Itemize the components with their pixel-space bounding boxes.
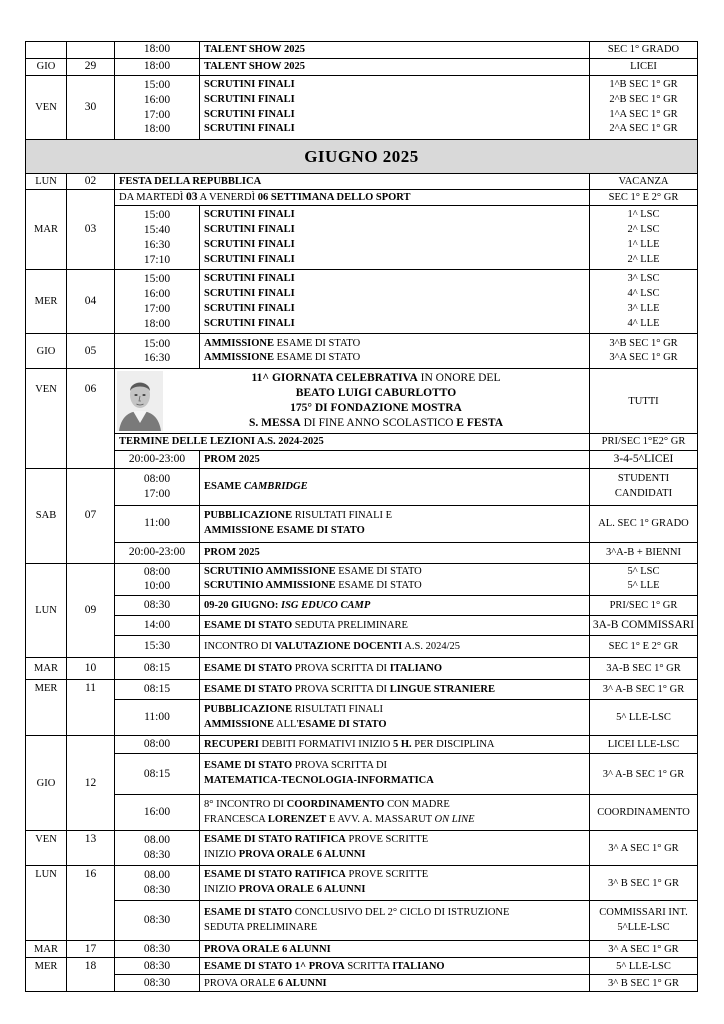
audience-cell: SEC 1° E 2° GR — [590, 190, 698, 206]
table-row — [26, 941, 698, 958]
date-cell: 17 — [67, 941, 115, 958]
table-row — [26, 975, 698, 992]
event-text: ESAME DI STATO — [298, 718, 387, 730]
event-text: ESAME DI STATO — [204, 906, 293, 918]
event-cell — [200, 680, 590, 700]
event-cell — [115, 174, 590, 190]
event-text: ISG EDUCO CAMP — [281, 600, 371, 612]
table-row — [26, 616, 698, 636]
event-text: ESAME — [204, 481, 244, 492]
portrait-image — [117, 371, 163, 431]
table-row — [26, 542, 698, 563]
event-cell — [200, 941, 590, 958]
time-cell: 18:00 — [115, 59, 200, 76]
event-text: SCRUTINI FINALI — [204, 302, 295, 314]
event-cell — [200, 563, 590, 596]
time-text: 15:40 — [143, 224, 171, 237]
event-text: ON LINE — [434, 813, 475, 825]
event-cell — [200, 76, 590, 140]
event-cell — [200, 700, 590, 736]
audience-cell: COORDINAMENTO — [590, 795, 698, 831]
audience-text: 1^ LLE — [627, 238, 660, 250]
audience-text: 3^B SEC 1° GR — [609, 337, 678, 349]
time-cell: 08:30 — [115, 901, 200, 941]
event-text: COORDINAMENTO — [286, 798, 385, 810]
audience-cell: 3^ A-B SEC 1° GR — [590, 754, 698, 795]
event-cell — [200, 596, 590, 616]
audience-cell: TUTTI — [590, 369, 698, 434]
event-text: 175° DI FONDAZIONE — [290, 402, 412, 415]
time-text: 08.00 — [144, 834, 170, 847]
day-cell: LUN — [26, 563, 67, 658]
audience-cell: 3A-B SEC 1° GR — [590, 658, 698, 680]
event-text: SCRUTINIO AMMISSIONE — [204, 580, 336, 592]
time-cell: 08:15 — [115, 754, 200, 795]
event-text: RECUPERI — [204, 739, 259, 751]
audience-cell: 3-4-5^LICEI — [590, 450, 698, 468]
time-cell — [115, 866, 200, 901]
event-text: ALL' — [274, 718, 299, 730]
time-cell — [115, 468, 200, 505]
time-cell — [115, 206, 200, 270]
event-text: PROVA ORALE 6 ALUNNI — [238, 884, 366, 896]
time-cell — [115, 563, 200, 596]
time-cell: 08:30 — [115, 941, 200, 958]
month-header: GIUGNO 2025 — [26, 140, 698, 174]
day-cell: LUN — [26, 866, 67, 941]
table-row — [26, 866, 698, 901]
event-cell — [200, 636, 590, 658]
time-text: 16:30 — [143, 238, 171, 251]
table-row — [26, 468, 698, 505]
day-cell: MAR — [26, 658, 67, 680]
event-text: LINGUE STRANIERE — [389, 684, 496, 696]
event-text: 6 ALUNNI — [277, 977, 327, 989]
event-text: ITALIANO — [392, 960, 445, 972]
time-cell: 20:00-23:00 — [115, 542, 200, 563]
event-text: MOSTRA — [411, 402, 462, 415]
event-text: CONCLUSIVO DEL 2° CICLO DI ISTRUZIONE — [292, 906, 510, 918]
event-text: PER DISCIPLINA — [411, 739, 495, 751]
event-cell — [200, 334, 590, 369]
audience-cell: SEC 1° GRADO — [590, 42, 698, 59]
event-cell — [200, 505, 590, 542]
day-cell: GIO — [26, 59, 67, 76]
event-cell — [200, 866, 590, 901]
time-text: 18:00 — [143, 123, 171, 136]
event-cell — [200, 42, 590, 59]
month-header-row — [26, 140, 698, 174]
audience-cell: 3^ A-B SEC 1° GR — [590, 680, 698, 700]
event-text: ESAME DI STATO — [204, 760, 293, 772]
day-cell: MAR — [26, 941, 67, 958]
day-cell — [26, 42, 67, 59]
event-cell — [200, 901, 590, 941]
day-cell: VEN — [26, 369, 67, 468]
time-text: 08.00 — [144, 869, 170, 882]
celebration-cell — [115, 369, 590, 434]
event-text: PROVA SCRITTA DI — [292, 663, 390, 675]
event-text: SCRUTINI FINALI — [204, 253, 295, 265]
audience-text: 3^ LLE — [627, 302, 660, 314]
day-cell: MAR — [26, 190, 67, 270]
audience-cell: 5^ LLE-LSC — [590, 958, 698, 975]
event-text: ESAME DI STATO — [204, 620, 293, 632]
audience-cell — [590, 270, 698, 334]
audience-text: 3^A SEC 1° GR — [609, 352, 678, 364]
event-text: AMMISSIONE — [204, 337, 275, 349]
table-row — [26, 700, 698, 736]
table-row — [26, 206, 698, 270]
event-text: A.S. 2024/25 — [402, 641, 461, 653]
time-cell — [115, 76, 200, 140]
time-text: 17:00 — [143, 302, 171, 315]
event-text: AMMISSIONE ESAME DI STATO — [204, 524, 365, 536]
audience-text: 4^ LLE — [627, 317, 660, 329]
event-text: SCRUTINI FINALI — [204, 209, 295, 221]
audience-cell: 3^A-B + BIENNI — [590, 542, 698, 563]
audience-cell: 3A-B COMMISSARI — [590, 616, 698, 636]
event-text: AMMISSIONE — [204, 352, 275, 364]
time-cell: 08:30 — [115, 975, 200, 992]
event-text: SEDUTA PRELIMINARE — [204, 921, 318, 933]
date-cell: 16 — [67, 866, 115, 941]
event-text: SCRUTINI FINALI — [204, 93, 295, 105]
time-text: 15:00 — [143, 209, 171, 222]
day-cell: GIO — [26, 334, 67, 369]
event-text: SCRITTA — [344, 960, 393, 972]
audience-cell: SEC 1° E 2° GR — [590, 636, 698, 658]
event-text: 09-20 GIUGNO: — [204, 600, 281, 612]
event-cell — [200, 270, 590, 334]
audience-text: 1^A SEC 1° GR — [609, 108, 678, 120]
time-cell: 08:00 — [115, 736, 200, 754]
audience-text: 2^B SEC 1° GR — [609, 93, 678, 105]
table-row — [26, 658, 698, 680]
audience-text: 2^ LSC — [627, 224, 660, 236]
time-text: 16:00 — [143, 93, 171, 106]
table-row — [26, 754, 698, 795]
date-cell: 05 — [67, 334, 115, 369]
table-row — [26, 190, 698, 206]
event-text: TALENT SHOW 2025 — [204, 61, 305, 73]
event-text: SCRUTINI FINALI — [204, 78, 295, 90]
event-text: 03 — [186, 191, 198, 204]
event-cell — [200, 59, 590, 76]
event-text: ESAME DI STATO — [274, 352, 361, 364]
event-text: PROVA ORALE 6 ALUNNI — [204, 943, 331, 955]
date-cell: 29 — [67, 59, 115, 76]
table-row — [26, 505, 698, 542]
event-text: 06 SETTIMANA DELLO SPORT — [257, 192, 411, 204]
event-cell — [200, 975, 590, 992]
audience-text: 1^ LSC — [627, 209, 660, 221]
event-text: SCRUTINI FINALI — [204, 317, 295, 329]
event-text: TALENT SHOW 2025 — [204, 44, 305, 56]
event-text: PROVA ORALE — [204, 977, 278, 989]
event-text: INCONTRO DI — [204, 641, 275, 653]
audience-text: 1^B SEC 1° GR — [609, 78, 678, 90]
audience-text: 2^ LLE — [627, 253, 660, 265]
event-text: PROM 2025 — [204, 453, 260, 465]
time-text: 17:00 — [143, 108, 171, 121]
schedule-table — [25, 41, 698, 992]
audience-cell — [590, 334, 698, 369]
table-row — [26, 270, 698, 334]
event-text: ESAME DI STATO — [335, 565, 422, 577]
table-row — [26, 76, 698, 140]
audience-cell: LICEI LLE-LSC — [590, 736, 698, 754]
day-cell: VEN — [26, 831, 67, 866]
event-text: CON MADRE — [384, 798, 450, 810]
date-cell: 06 — [67, 369, 115, 468]
event-text: PROM 2025 — [204, 547, 260, 558]
event-text: ESAME DI STATO 1^ PROVA — [204, 960, 345, 972]
event-text: BEATO LUIGI CABURLOTTO — [295, 387, 457, 400]
event-text: INIZIO — [204, 884, 239, 896]
event-text: PROVA ORALE 6 ALUNNI — [238, 849, 366, 861]
event-text: S. MESSA — [248, 417, 301, 430]
table-row — [26, 369, 698, 434]
time-text: 08:00 — [143, 565, 171, 578]
time-text: 16:30 — [143, 352, 171, 365]
event-text: E AVV. A. MASSARUT — [326, 813, 435, 825]
time-cell: 08:15 — [115, 680, 200, 700]
audience-cell — [590, 206, 698, 270]
event-text: RISULTATI FINALI — [292, 703, 384, 715]
table-row — [26, 174, 698, 190]
date-cell: 07 — [67, 468, 115, 563]
audience-text: 5^LLE-LSC — [617, 921, 670, 933]
table-row — [26, 901, 698, 941]
event-text: ESAME DI STATO — [204, 684, 293, 696]
time-cell: 11:00 — [115, 505, 200, 542]
day-cell: LUN — [26, 174, 67, 190]
event-cell — [200, 795, 590, 831]
time-text: 08:00 — [143, 472, 171, 485]
day-cell: SAB — [26, 468, 67, 563]
time-text: 16:00 — [143, 288, 171, 301]
event-text: PROVA SCRITTA DI — [292, 760, 388, 772]
date-cell: 11 — [67, 680, 115, 736]
time-cell: 11:00 — [115, 700, 200, 736]
event-text: PROVA SCRITTA DI — [292, 684, 390, 696]
event-text: E FESTA — [456, 417, 504, 430]
audience-cell — [590, 901, 698, 941]
event-text: PROVE SCRITTE — [345, 869, 429, 881]
event-cell — [200, 958, 590, 975]
event-text: VALUTAZIONE DOCENTI — [274, 641, 403, 653]
date-cell — [67, 42, 115, 59]
date-cell: 04 — [67, 270, 115, 334]
time-text: 15:00 — [143, 273, 171, 286]
table-row — [26, 42, 698, 59]
time-cell — [115, 334, 200, 369]
event-text: SCRUTINI FINALI — [204, 273, 295, 285]
time-text: 08:30 — [143, 884, 171, 897]
event-cell — [115, 190, 590, 206]
event-cell — [200, 450, 590, 468]
time-cell: 08:30 — [115, 958, 200, 975]
time-cell: 14:00 — [115, 616, 200, 636]
audience-text: CANDIDATI — [614, 487, 673, 499]
event-text: SCRUTINI FINALI — [204, 238, 295, 250]
event-text: IN ONORE DEL — [417, 372, 501, 385]
date-cell: 30 — [67, 76, 115, 140]
audience-cell: 3^ A SEC 1° GR — [590, 831, 698, 866]
time-cell: 15:30 — [115, 636, 200, 658]
event-text: SCRUTINI FINALI — [204, 108, 295, 120]
time-cell — [115, 831, 200, 866]
event-text: PUBBLICAZIONE — [204, 509, 293, 521]
event-text: TERMINE DELLE LEZIONI A.S. 2024-2025 — [119, 436, 324, 448]
date-cell: 02 — [67, 174, 115, 190]
time-cell: 18:00 — [115, 42, 200, 59]
time-cell: 16:00 — [115, 795, 200, 831]
event-text: 11^ GIORNATA CELEBRATIVA — [251, 372, 418, 385]
day-cell: MER — [26, 680, 67, 736]
time-text: 17:00 — [143, 487, 171, 500]
event-text: SCRUTINI FINALI — [204, 288, 295, 300]
date-cell: 10 — [67, 658, 115, 680]
event-text: DEBITI FORMATIVI INIZIO — [258, 739, 393, 751]
event-text: SCRUTINIO AMMISSIONE — [204, 565, 336, 577]
audience-cell: 5^ LLE-LSC — [590, 700, 698, 736]
audience-cell: AL. SEC 1° GRADO — [590, 505, 698, 542]
day-cell: GIO — [26, 736, 67, 831]
audience-cell — [590, 76, 698, 140]
audience-cell: VACANZA — [590, 174, 698, 190]
event-text: FRANCESCA — [204, 813, 268, 825]
event-text: PROVE SCRITTE — [345, 834, 429, 846]
event-cell — [200, 736, 590, 754]
event-text: DI FINE ANNO SCOLASTICO — [300, 417, 457, 430]
audience-cell — [590, 563, 698, 596]
date-cell: 18 — [67, 958, 115, 992]
event-text: ESAME DI STATO RATIFICA — [204, 869, 346, 881]
event-text: ESAME DI STATO — [335, 580, 422, 592]
event-text: DA MARTEDÌ — [119, 192, 187, 204]
time-text: 08:30 — [143, 849, 171, 862]
audience-text: 2^A SEC 1° GR — [609, 123, 678, 135]
event-text: MATEMATICA-TECNOLOGIA-INFORMATICA — [204, 775, 434, 787]
table-row — [26, 636, 698, 658]
time-text: 10:00 — [143, 580, 171, 593]
day-cell: MER — [26, 958, 67, 992]
table-row — [26, 680, 698, 700]
event-text: INIZIO — [204, 849, 239, 861]
event-text: AMMISSIONE — [204, 718, 275, 730]
audience-cell: PRI/SEC 1° GR — [590, 596, 698, 616]
event-cell — [200, 468, 590, 505]
event-text: 8° INCONTRO DI — [204, 798, 287, 810]
event-cell — [200, 831, 590, 866]
table-row — [26, 958, 698, 975]
audience-text: 4^ LSC — [627, 288, 660, 300]
event-cell — [200, 658, 590, 680]
table-row — [26, 59, 698, 76]
audience-text: 3^ LSC — [627, 273, 660, 285]
table-row — [26, 831, 698, 866]
audience-cell: LICEI — [590, 59, 698, 76]
event-cell — [200, 542, 590, 563]
time-cell: 20:00-23:00 — [115, 450, 200, 468]
event-cell — [200, 206, 590, 270]
day-cell: VEN — [26, 76, 67, 140]
event-text: ESAME DI STATO — [274, 337, 361, 349]
day-cell: MER — [26, 270, 67, 334]
audience-cell: PRI/SEC 1°E2° GR — [590, 434, 698, 450]
date-cell: 09 — [67, 563, 115, 658]
table-row — [26, 563, 698, 596]
table-row — [26, 596, 698, 616]
event-text: RISULTATI FINALI E — [292, 509, 393, 521]
event-text: SCRUTINI FINALI — [204, 123, 295, 135]
event-text: PUBBLICAZIONE — [204, 703, 293, 715]
time-cell — [115, 270, 200, 334]
table-row — [26, 450, 698, 468]
event-text: ESAME DI STATO — [204, 663, 293, 675]
audience-cell: 3^ B SEC 1° GR — [590, 866, 698, 901]
time-text: 15:00 — [143, 78, 171, 91]
celebration-text — [167, 371, 585, 431]
audience-text: STUDENTI — [617, 472, 670, 484]
time-text: 17:10 — [143, 253, 171, 266]
date-cell: 13 — [67, 831, 115, 866]
event-cell — [200, 754, 590, 795]
time-text: 15:00 — [143, 337, 171, 350]
time-text: 18:00 — [143, 317, 171, 330]
audience-text: 5^ LSC — [627, 565, 660, 577]
table-row — [26, 434, 698, 450]
event-text: 5 H. — [393, 739, 412, 751]
event-cell — [200, 616, 590, 636]
audience-cell — [590, 468, 698, 505]
time-cell: 08:30 — [115, 596, 200, 616]
event-text: A VENERDÌ — [197, 192, 258, 204]
event-text: ITALIANO — [389, 663, 443, 675]
event-text: SCRUTINI FINALI — [204, 224, 295, 236]
event-text: CAMBRIDGE — [243, 481, 308, 492]
event-text: FESTA DELLA REPUBBLICA — [119, 176, 262, 187]
event-text: LORENZET — [267, 813, 327, 825]
event-text: SEDUTA PRELIMINARE — [292, 620, 408, 632]
audience-cell: 3^ B SEC 1° GR — [590, 975, 698, 992]
audience-text: 5^ LLE — [627, 580, 660, 592]
audience-cell: 3^ A SEC 1° GR — [590, 941, 698, 958]
table-row — [26, 334, 698, 369]
audience-text: COMMISSARI INT. — [599, 906, 688, 918]
table-row — [26, 736, 698, 754]
event-cell — [115, 434, 590, 450]
time-cell: 08:15 — [115, 658, 200, 680]
date-cell: 12 — [67, 736, 115, 831]
event-text: ESAME DI STATO RATIFICA — [204, 834, 346, 846]
table-row — [26, 795, 698, 831]
date-cell: 03 — [67, 190, 115, 270]
